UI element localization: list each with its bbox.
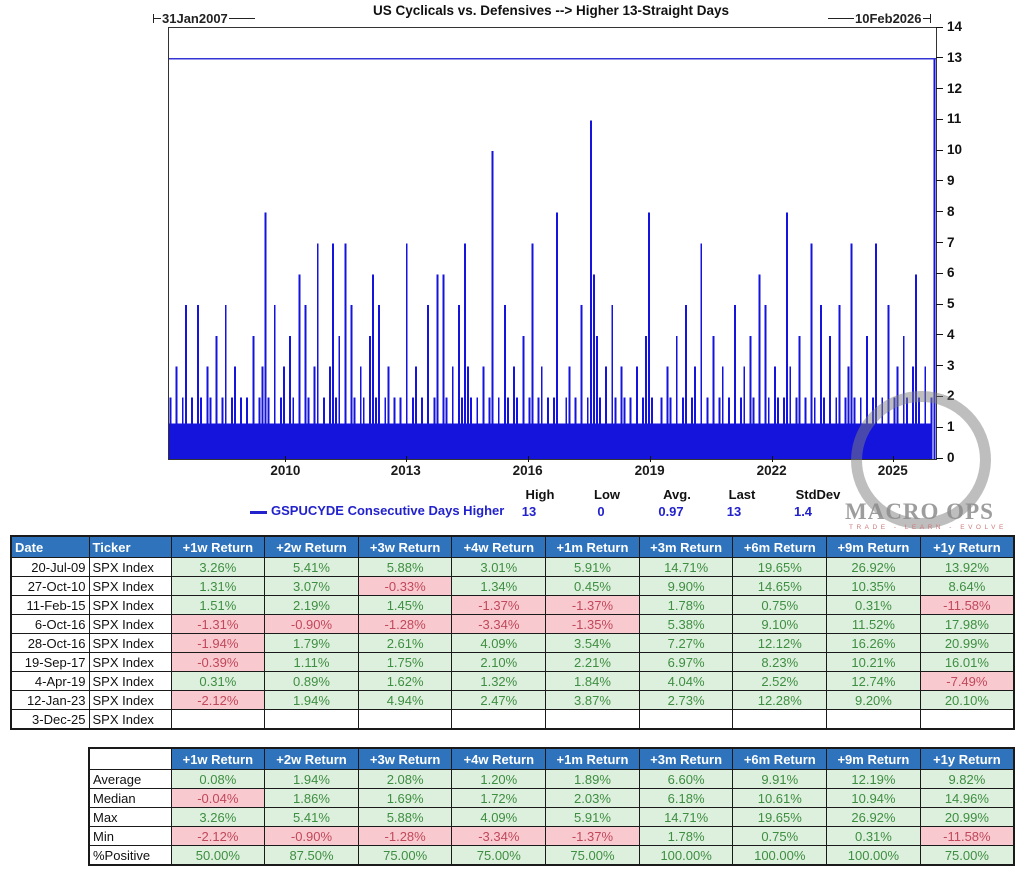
return-cell: 7.27%: [639, 634, 733, 653]
return-cell: [265, 710, 359, 730]
y-tick-label: 4: [947, 326, 955, 342]
y-tick-label: 10: [947, 142, 963, 158]
return-cell: 1.78%: [639, 827, 733, 846]
return-cell: 2.21%: [546, 653, 640, 672]
return-cell: 19.65%: [733, 558, 827, 577]
return-cell: -1.31%: [171, 615, 265, 634]
return-cell: 2.61%: [358, 634, 452, 653]
date-cell: 3-Dec-25: [11, 710, 89, 730]
x-tick-icon: [650, 456, 651, 462]
return-cell: 1.94%: [265, 691, 359, 710]
return-cell: 10.21%: [827, 653, 921, 672]
return-cell: 1.45%: [358, 596, 452, 615]
return-cell: 20.99%: [920, 634, 1014, 653]
return-cell: 3.26%: [171, 558, 265, 577]
return-cell: [171, 710, 265, 730]
column-header: Ticker: [89, 536, 171, 558]
return-cell: [546, 710, 640, 730]
return-cell: 5.88%: [358, 808, 452, 827]
ticker-cell: SPX Index: [89, 577, 171, 596]
stat-header: High: [525, 487, 555, 502]
stat-header: StdDev: [795, 487, 841, 502]
return-cell: 2.03%: [546, 789, 640, 808]
return-cell: -0.33%: [358, 577, 452, 596]
table-row: [11, 615, 1014, 634]
return-cell: 4.04%: [639, 672, 733, 691]
return-cell: 2.08%: [358, 770, 452, 789]
return-cell: 50.00%: [171, 846, 265, 866]
table-row: [11, 558, 1014, 577]
x-tick-icon: [285, 456, 286, 462]
return-cell: -1.37%: [452, 596, 546, 615]
table-row: [11, 710, 1014, 730]
column-header: +1y Return: [920, 748, 1014, 770]
ticker-cell: SPX Index: [89, 634, 171, 653]
return-cell: 16.01%: [920, 653, 1014, 672]
column-header: +6m Return: [733, 748, 827, 770]
return-cell: 14.71%: [639, 558, 733, 577]
return-cell: 26.92%: [827, 808, 921, 827]
ticker-cell: SPX Index: [89, 672, 171, 691]
ticker-cell: SPX Index: [89, 653, 171, 672]
table-row: [89, 770, 1014, 789]
return-cell: 5.41%: [265, 808, 359, 827]
y-tick-icon: [936, 365, 943, 366]
return-cell: 12.28%: [733, 691, 827, 710]
ticker-cell: SPX Index: [89, 596, 171, 615]
return-cell: 0.08%: [171, 770, 265, 789]
end-date-label: 10Feb2026: [855, 11, 922, 26]
return-cell: 4.09%: [452, 634, 546, 653]
date-cell: 6-Oct-16: [11, 615, 89, 634]
return-cell: 1.75%: [358, 653, 452, 672]
column-header: +2w Return: [265, 748, 359, 770]
return-cell: 2.47%: [452, 691, 546, 710]
return-cell: 19.65%: [733, 808, 827, 827]
return-cell: 1.31%: [171, 577, 265, 596]
return-cell: 12.19%: [827, 770, 921, 789]
return-cell: 8.23%: [733, 653, 827, 672]
ticker-cell: SPX Index: [89, 691, 171, 710]
column-header: +3m Return: [639, 748, 733, 770]
y-tick-icon: [936, 304, 943, 305]
return-cell: -1.37%: [546, 827, 640, 846]
legend-line-icon: [250, 511, 267, 514]
return-cell: -2.12%: [171, 827, 265, 846]
return-cell: -11.58%: [920, 827, 1014, 846]
ticker-cell: SPX Index: [89, 558, 171, 577]
table-row: [89, 846, 1014, 866]
watermark-text: MACRO OPS: [845, 499, 994, 524]
y-tick-label: 8: [947, 203, 955, 219]
y-tick-icon: [936, 27, 943, 28]
return-cell: 4.09%: [452, 808, 546, 827]
chart-title: US Cyclicals vs. Defensives --> Higher 13-Straight Days: [372, 3, 730, 18]
return-cell: 12.12%: [733, 634, 827, 653]
return-cell: 0.75%: [733, 827, 827, 846]
x-tick-label: 2025: [877, 463, 908, 478]
return-cell: -0.04%: [171, 789, 265, 808]
table-row: [11, 672, 1014, 691]
column-header: +2w Return: [265, 536, 359, 558]
column-header: +1m Return: [546, 536, 640, 558]
y-tick-icon: [936, 57, 943, 58]
date-annotation-end: [828, 11, 931, 26]
return-cell: 100.00%: [639, 846, 733, 866]
return-cell: 14.65%: [733, 577, 827, 596]
row-label-cell: Median: [89, 789, 171, 808]
y-tick-label: 9: [947, 172, 955, 188]
return-cell: [452, 710, 546, 730]
watermark-tagline: TRADE - LEARN - EVOLVE: [849, 524, 1007, 531]
ticker-cell: SPX Index: [89, 615, 171, 634]
date-cell: 20-Jul-09: [11, 558, 89, 577]
summary-table: [88, 747, 1015, 866]
return-cell: 0.75%: [733, 596, 827, 615]
return-cell: 10.61%: [733, 789, 827, 808]
return-cell: 5.91%: [546, 558, 640, 577]
x-tick-label: 2022: [756, 463, 787, 478]
y-tick-label: 2: [947, 388, 955, 404]
date-cell: 11-Feb-15: [11, 596, 89, 615]
return-cell: 6.18%: [639, 789, 733, 808]
stat-header: Avg.: [663, 487, 691, 502]
return-cell: 4.94%: [358, 691, 452, 710]
return-cell: 20.99%: [920, 808, 1014, 827]
x-tick-icon: [406, 456, 407, 462]
return-cell: 1.72%: [452, 789, 546, 808]
return-cell: 5.38%: [639, 615, 733, 634]
return-cell: 2.73%: [639, 691, 733, 710]
return-cell: 1.69%: [358, 789, 452, 808]
column-header: +6m Return: [733, 536, 827, 558]
return-cell: 26.92%: [827, 558, 921, 577]
bars-svg: [169, 28, 936, 459]
return-cell: -7.49%: [920, 672, 1014, 691]
return-cell: 1.62%: [358, 672, 452, 691]
annotation-dash-icon: [828, 18, 854, 20]
table-row: [11, 634, 1014, 653]
start-date-label: 31Jan2007: [162, 11, 228, 26]
y-tick-label: 1: [947, 419, 955, 435]
return-cell: 0.31%: [171, 672, 265, 691]
return-cell: -2.12%: [171, 691, 265, 710]
stat-value: 13: [521, 504, 537, 519]
column-header: +1w Return: [171, 748, 265, 770]
column-header: +3w Return: [358, 748, 452, 770]
return-cell: 9.90%: [639, 577, 733, 596]
y-tick-icon: [936, 334, 943, 335]
return-cell: 0.31%: [827, 827, 921, 846]
return-cell: 1.79%: [265, 634, 359, 653]
return-cell: 75.00%: [452, 846, 546, 866]
annotation-dash-icon: [229, 18, 255, 20]
return-cell: 1.20%: [452, 770, 546, 789]
y-tick-label: 12: [947, 80, 963, 96]
y-tick-label: 14: [947, 19, 963, 34]
return-cell: [733, 710, 827, 730]
return-cell: 9.82%: [920, 770, 1014, 789]
y-tick-label: 0: [947, 450, 955, 465]
row-label-cell: Max: [89, 808, 171, 827]
return-cell: 75.00%: [920, 846, 1014, 866]
return-cell: -3.34%: [452, 615, 546, 634]
return-cell: 8.64%: [920, 577, 1014, 596]
return-cell: 75.00%: [546, 846, 640, 866]
x-tick-label: 2010: [270, 463, 301, 478]
return-cell: 6.60%: [639, 770, 733, 789]
return-cell: [920, 710, 1014, 730]
y-tick-label: 3: [947, 357, 955, 373]
return-cell: 1.32%: [452, 672, 546, 691]
column-header: +4w Return: [452, 748, 546, 770]
corner-cell: [89, 748, 171, 770]
column-header: +4w Return: [452, 536, 546, 558]
return-cell: [358, 710, 452, 730]
return-cell: 0.45%: [546, 577, 640, 596]
return-cell: 3.87%: [546, 691, 640, 710]
y-tick-label: 7: [947, 234, 955, 250]
return-cell: 1.89%: [546, 770, 640, 789]
return-cell: 0.89%: [265, 672, 359, 691]
table-header-row: [89, 748, 1014, 770]
return-cell: 0.31%: [827, 596, 921, 615]
annotation-dash-icon: [154, 18, 161, 20]
table-row: [89, 827, 1014, 846]
return-cell: 1.86%: [265, 789, 359, 808]
return-cell: 1.34%: [452, 577, 546, 596]
annotation-dash-icon: [923, 18, 930, 20]
return-cell: 9.10%: [733, 615, 827, 634]
stat-value: 0.97: [658, 504, 684, 519]
row-label-cell: Min: [89, 827, 171, 846]
return-cell: 1.51%: [171, 596, 265, 615]
return-cell: -1.94%: [171, 634, 265, 653]
annotation-tick-icon: [930, 14, 931, 23]
return-cell: 3.26%: [171, 808, 265, 827]
ticker-cell: SPX Index: [89, 710, 171, 730]
stat-header: Low: [594, 487, 620, 502]
column-header: +1y Return: [920, 536, 1014, 558]
y-tick-icon: [936, 273, 943, 274]
y-tick-icon: [936, 242, 943, 243]
return-cell: -1.37%: [546, 596, 640, 615]
x-axis: [168, 458, 935, 484]
return-cell: 100.00%: [827, 846, 921, 866]
returns-table: [10, 535, 1015, 730]
return-cell: 17.98%: [920, 615, 1014, 634]
table-row: [11, 596, 1014, 615]
date-cell: 27-Oct-10: [11, 577, 89, 596]
return-cell: 20.10%: [920, 691, 1014, 710]
y-tick-label: 6: [947, 265, 955, 281]
y-tick-icon: [936, 180, 943, 181]
x-tick-label: 2019: [634, 463, 665, 478]
column-header: +1w Return: [171, 536, 265, 558]
y-tick-label: 13: [947, 49, 963, 65]
table-header-row: [11, 536, 1014, 558]
return-cell: 6.97%: [639, 653, 733, 672]
return-cell: -0.90%: [265, 615, 359, 634]
y-tick-icon: [936, 88, 943, 89]
return-cell: 13.92%: [920, 558, 1014, 577]
return-cell: 16.26%: [827, 634, 921, 653]
return-cell: -0.39%: [171, 653, 265, 672]
return-cell: 5.91%: [546, 808, 640, 827]
return-cell: 12.74%: [827, 672, 921, 691]
table-row: [11, 691, 1014, 710]
return-cell: 10.94%: [827, 789, 921, 808]
return-cell: 10.35%: [827, 577, 921, 596]
date-annotation-start: [153, 11, 255, 26]
return-cell: 2.52%: [733, 672, 827, 691]
y-tick-icon: [936, 211, 943, 212]
column-header: +3m Return: [639, 536, 733, 558]
return-cell: 1.94%: [265, 770, 359, 789]
return-cell: 9.20%: [827, 691, 921, 710]
return-cell: 100.00%: [733, 846, 827, 866]
x-tick-label: 2013: [390, 463, 421, 478]
stat-value: 1.4: [793, 504, 813, 519]
y-tick-icon: [936, 119, 943, 120]
return-cell: -1.28%: [358, 615, 452, 634]
return-cell: -0.90%: [265, 827, 359, 846]
return-cell: -11.58%: [920, 596, 1014, 615]
date-cell: 28-Oct-16: [11, 634, 89, 653]
return-cell: -1.28%: [358, 827, 452, 846]
return-cell: 5.41%: [265, 558, 359, 577]
return-cell: [827, 710, 921, 730]
date-cell: 19-Sep-17: [11, 653, 89, 672]
return-cell: 14.71%: [639, 808, 733, 827]
column-header: +3w Return: [358, 536, 452, 558]
return-cell: 3.01%: [452, 558, 546, 577]
y-tick-label: 11: [947, 111, 962, 127]
return-cell: 75.00%: [358, 846, 452, 866]
y-tick-label: 5: [947, 296, 955, 312]
stat-value: 0: [597, 504, 605, 519]
return-cell: 3.54%: [546, 634, 640, 653]
date-cell: 4-Apr-19: [11, 672, 89, 691]
date-cell: 12-Jan-23: [11, 691, 89, 710]
return-cell: 1.84%: [546, 672, 640, 691]
stat-value: 13: [726, 504, 742, 519]
table-row: [11, 653, 1014, 672]
column-header: +9m Return: [827, 748, 921, 770]
return-cell: 87.50%: [265, 846, 359, 866]
return-cell: 2.10%: [452, 653, 546, 672]
return-cell: 11.52%: [827, 615, 921, 634]
table-row: [11, 577, 1014, 596]
return-cell: -1.35%: [546, 615, 640, 634]
return-cell: 1.11%: [265, 653, 359, 672]
row-label-cell: %Positive: [89, 846, 171, 866]
x-tick-icon: [528, 456, 529, 462]
column-header: Date: [11, 536, 89, 558]
return-cell: [639, 710, 733, 730]
return-cell: 9.91%: [733, 770, 827, 789]
column-header: +1m Return: [546, 748, 640, 770]
column-header: +9m Return: [827, 536, 921, 558]
x-tick-label: 2016: [512, 463, 543, 478]
table-row: [89, 789, 1014, 808]
y-tick-icon: [936, 150, 943, 151]
row-label-cell: Average: [89, 770, 171, 789]
plot-area: [168, 27, 937, 460]
x-tick-icon: [772, 456, 773, 462]
return-cell: 1.78%: [639, 596, 733, 615]
return-cell: 5.88%: [358, 558, 452, 577]
return-cell: 3.07%: [265, 577, 359, 596]
table-row: [89, 808, 1014, 827]
legend-label: GSPUCYDE Consecutive Days Higher: [271, 503, 505, 518]
return-cell: -3.34%: [452, 827, 546, 846]
stat-header: Last: [728, 487, 756, 502]
return-cell: 2.19%: [265, 596, 359, 615]
return-cell: 14.96%: [920, 789, 1014, 808]
